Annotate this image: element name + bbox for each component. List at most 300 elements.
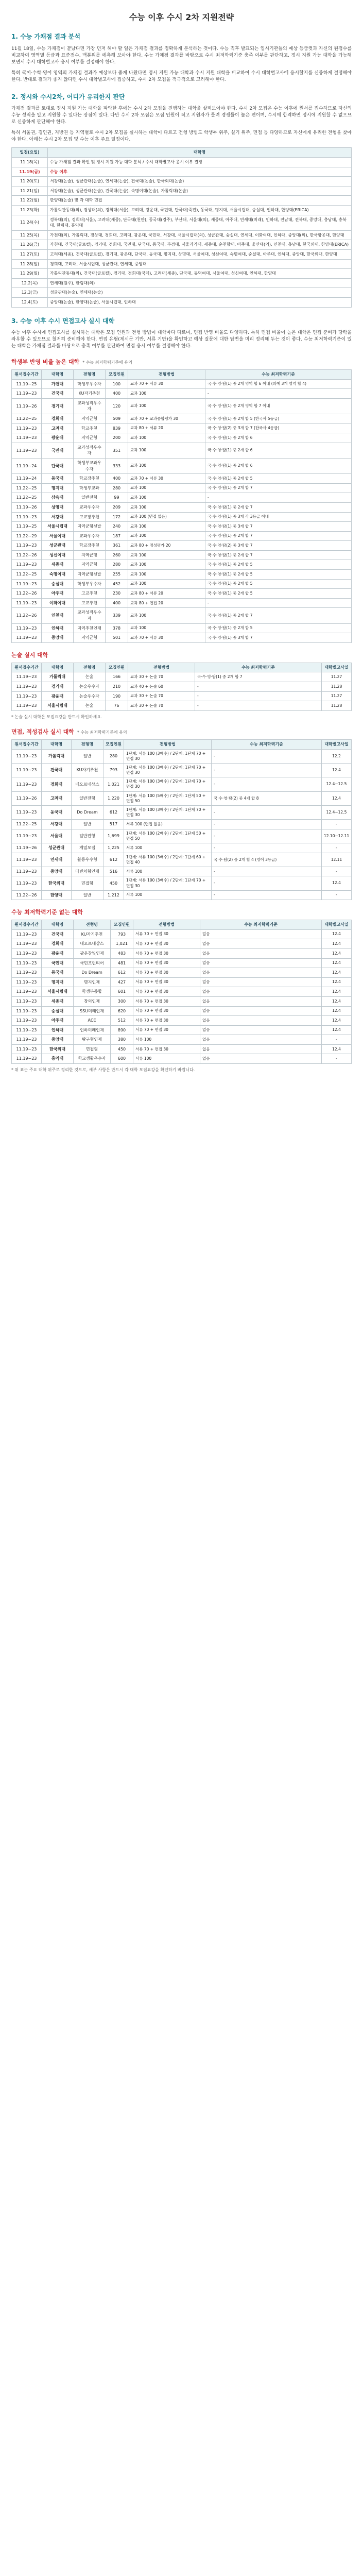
table-cell: 지역균형 bbox=[74, 414, 106, 423]
table-cell: 517 bbox=[103, 820, 124, 829]
table-cell: 400 bbox=[106, 389, 128, 399]
table-cell: 11.19~23 bbox=[12, 1016, 42, 1026]
table-row bbox=[12, 996, 352, 1006]
table-cell: 620 bbox=[111, 1006, 133, 1016]
column-header: 수능 최저학력기준 bbox=[212, 740, 322, 750]
table-cell: 11.19~23 bbox=[12, 829, 42, 843]
table-cell: 고려대 bbox=[42, 423, 74, 433]
table-cell: 280 bbox=[106, 483, 128, 493]
table-cell: 서류 70 + 면접 30 bbox=[133, 1006, 200, 1016]
schedule-row bbox=[12, 297, 352, 307]
table-cell: 교과 100 bbox=[128, 458, 205, 473]
column-header: 모집인원 bbox=[106, 370, 128, 380]
table-cell: 일반 bbox=[72, 749, 103, 763]
table-cell: 교과 100 bbox=[128, 483, 205, 493]
table-5-heading bbox=[11, 908, 352, 917]
table-cell: 국·수·탐(2) 중 2개 합 4 (영어 3등급) bbox=[212, 853, 322, 867]
table-cell: 서울대 bbox=[42, 829, 72, 843]
table-row bbox=[12, 589, 352, 599]
table-cell: 교과 100 (면접 없음) bbox=[128, 512, 205, 522]
table-cell: 서류 70 + 면접 30 bbox=[133, 987, 200, 997]
table-row bbox=[12, 805, 352, 819]
document-title: 수능 이후 수시 2차 지원전략 bbox=[129, 12, 234, 22]
table-cell: 11.19~23 bbox=[12, 560, 42, 570]
table-cell: 793 bbox=[103, 764, 124, 777]
table-cell: 경기대 bbox=[42, 682, 74, 691]
table-cell: 한국외대 bbox=[42, 1044, 74, 1054]
column-header: 대학명 bbox=[42, 663, 74, 672]
table-cell: 1단계: 서류 100 (3배수) / 2단계: 1단계 70 + 면접 30 bbox=[124, 876, 212, 890]
table-cell: 12.4 bbox=[322, 968, 352, 978]
table-cell: 국·수·영·탐(1) 중 2개 합 5 (한국사 5등급) bbox=[205, 414, 352, 423]
table-cell: 11.19~26 bbox=[12, 502, 42, 512]
schedule-row bbox=[12, 259, 352, 269]
table-row bbox=[12, 379, 352, 389]
table-cell: 연세대 bbox=[42, 853, 72, 867]
table-row bbox=[12, 608, 352, 623]
table-cell: 논술 bbox=[74, 672, 106, 682]
column-header: 전형방법 bbox=[128, 370, 205, 380]
column-header: 모집인원 bbox=[111, 920, 133, 930]
schedule-universities: 서강대(논술), 성균관대(논술), 연세대(논술), 건국대(논술), 한국외대(논술) bbox=[48, 177, 352, 187]
table-cell: 12.4 bbox=[322, 1016, 352, 1026]
table-cell: 동국대 bbox=[42, 805, 72, 819]
table-cell: 12.4 bbox=[322, 996, 352, 1006]
table-row bbox=[12, 541, 352, 551]
table-cell: 612 bbox=[103, 853, 124, 867]
table-cell: 국·수·영·탐(2) 중 4개 합 8 bbox=[212, 791, 322, 805]
schedule-row bbox=[12, 215, 352, 230]
table-cell: 학생부우수자 bbox=[74, 379, 106, 389]
table-cell: 국·수·영·탐(2) 중 3개 합 7 bbox=[205, 541, 352, 551]
table-row bbox=[12, 389, 352, 399]
table-cell: 1단계: 서류 100 (3배수) / 2단계: 1단계 70 + 면접 30 bbox=[124, 749, 212, 763]
table-cell: 국·수·영·탐(1) 중 3개 각 3등급 이내 bbox=[205, 512, 352, 522]
table-cell: 교과 100 bbox=[128, 522, 205, 532]
column-header: 전형명 bbox=[74, 920, 111, 930]
table-cell: 12.4 bbox=[322, 977, 352, 987]
table-cell: 1,212 bbox=[103, 890, 124, 900]
table-cell: 국·수·영·탐(1) 중 2개 합 6 bbox=[205, 443, 352, 458]
table-row bbox=[12, 968, 352, 978]
table-cell: 한양대 bbox=[42, 890, 72, 900]
table-row bbox=[12, 853, 352, 867]
section-2-paragraph-1: 가채점 결과를 토대로 정시 지원 가능 대학을 파악한 후에는 수시 2차 모집을 진행하는 대학을 살펴보아야 한다. 수시 2차 모집은 수능 이후에 원서를 접수하므로 자신의 수능 성적을 알고 지원할 수 있다는 장점이 있다. 다만 수시 2차 모집은 모집 인원이 적고 지원자가 몰려 경쟁률이 높은 편이며, 수시에 합격하면 정시에 지원할 수 없으므로 신중하게 판단해야 한다. bbox=[11, 106, 352, 125]
table-cell: 280 bbox=[106, 560, 128, 570]
table-row bbox=[12, 1025, 352, 1035]
table-cell: 한국외대 bbox=[42, 876, 72, 890]
table-cell: 건국대 bbox=[42, 929, 74, 939]
table-cell: 1단계: 서류 100 (5배수) / 2단계: 1단계 50 + 면접 50 bbox=[124, 791, 212, 805]
table-cell: 400 bbox=[106, 474, 128, 484]
table-cell: 11.19~23 bbox=[12, 853, 42, 867]
table-cell: 11.19~23 bbox=[12, 777, 42, 791]
table-cell: 12.4 bbox=[322, 939, 352, 949]
table-cell: 없음 bbox=[200, 939, 322, 949]
table-row bbox=[12, 691, 352, 701]
table-cell: 교과 100 bbox=[128, 608, 205, 623]
table-cell: 국·수·영·탐(1) 중 2개 합 7 bbox=[205, 550, 352, 560]
aptitude-table-head bbox=[12, 740, 352, 750]
table-cell: 없음 bbox=[200, 987, 322, 997]
table-cell: 1단계: 서류 100 (3배수) / 2단계: 1단계 70 + 면접 30 bbox=[124, 777, 212, 791]
table-row bbox=[12, 701, 352, 711]
header-row bbox=[12, 663, 352, 672]
table-cell: 483 bbox=[111, 948, 133, 958]
table-cell: 숭실대 bbox=[42, 1006, 74, 1016]
table-cell: 경희대 bbox=[42, 414, 74, 423]
schedule-date: 11.28(일) bbox=[12, 259, 48, 269]
schedule-universities: 수능 가채점 결과 확인 및 정시 지원 가능 대학 분석 / 수시 대학별고사 응시 여부 결정 bbox=[48, 158, 352, 167]
table-cell: 1단계: 서류 100 (3배수) / 2단계: 1단계 60 + 면접 40 bbox=[124, 853, 212, 867]
schedule-row bbox=[12, 240, 352, 250]
table-cell: 성신여대 bbox=[42, 550, 74, 560]
table-cell: 없음 bbox=[200, 1016, 322, 1026]
table-cell: 11.28 bbox=[322, 701, 352, 711]
table-cell: 국·수·영·탐(1) 중 2개 합 7 bbox=[205, 531, 352, 541]
table-cell: 11.19~23 bbox=[12, 433, 42, 443]
table-cell: 11.19~24 bbox=[12, 474, 42, 484]
essay-table bbox=[11, 663, 352, 711]
table-cell: 서류 70 + 면접 30 bbox=[133, 929, 200, 939]
schedule-date: 12.2(목) bbox=[12, 278, 48, 288]
aptitude-table-body bbox=[12, 749, 352, 900]
table-cell: 11.19~25 bbox=[12, 522, 42, 532]
table-row bbox=[12, 1044, 352, 1054]
table-4-note: * 수능 최저학력기준에 유의 bbox=[77, 730, 127, 735]
table-row bbox=[12, 570, 352, 580]
schedule-table-body bbox=[12, 158, 352, 308]
table-cell: 11.19~23 bbox=[12, 749, 42, 763]
table-cell: 없음 bbox=[200, 929, 322, 939]
table-cell: 11.19~25 bbox=[12, 379, 42, 389]
schedule-universities: 경희대, 고려대, 서울시립대, 성균관대, 연세대, 중앙대 bbox=[48, 259, 352, 269]
table-cell: 교과 100 bbox=[128, 389, 205, 399]
table-cell: 교과 70 + 서류 30 bbox=[128, 633, 205, 643]
table-cell: 1단계: 서류 100 (3배수) / 2단계: 1단계 70 + 면접 30 bbox=[124, 764, 212, 777]
schedule-universities: 서강대(논술), 성균관대(논술), 건국대(논술), 숙명여대(논술), 가톨릭대(논술) bbox=[48, 186, 352, 196]
table-cell: 361 bbox=[106, 541, 128, 551]
table-cell: 209 bbox=[106, 502, 128, 512]
table-cell: 서류 70 + 면접 30 bbox=[133, 1016, 200, 1026]
column-header: 전형명 bbox=[74, 663, 106, 672]
table-cell: 1,220 bbox=[103, 791, 124, 805]
table-cell: 12.4 bbox=[322, 987, 352, 997]
table-cell: 창의인재 bbox=[74, 996, 111, 1006]
table-cell: 학교장추천 bbox=[74, 474, 106, 484]
table-cell: 국·수·영·탐(1) 중 3개 합 7 bbox=[205, 522, 352, 532]
table-cell: 명지대 bbox=[42, 977, 74, 987]
table-cell: 교과성적우수자 bbox=[74, 398, 106, 414]
table-row bbox=[12, 977, 352, 987]
table-row bbox=[12, 531, 352, 541]
table-row bbox=[12, 1035, 352, 1045]
table-cell: 11.27 bbox=[322, 691, 352, 701]
table-cell: 서류 70 + 면접 30 bbox=[133, 1044, 200, 1054]
table-cell: 인하대 bbox=[42, 623, 74, 633]
table-cell: 12.4 bbox=[322, 1006, 352, 1016]
table-cell: 11.19~23 bbox=[12, 996, 42, 1006]
table-cell: 없음 bbox=[200, 1044, 322, 1054]
table-cell: 활동우수형 bbox=[72, 853, 103, 867]
table-cell: 11.19~23 bbox=[12, 987, 42, 997]
column-header: 대학명 bbox=[42, 920, 74, 930]
table-cell: 학생부교과 bbox=[74, 483, 106, 493]
table-cell: 11.19~23 bbox=[12, 876, 42, 890]
table-row bbox=[12, 633, 352, 643]
column-header: 모집인원 bbox=[103, 740, 124, 750]
table-3-footnote: * 논술 실시 대학은 모집요강을 반드시 확인하세요. bbox=[11, 714, 102, 719]
schedule-universities: 중앙대(논술), 한양대(논술), 서울시립대, 인하대 bbox=[48, 297, 352, 307]
table-cell: 11.19~23 bbox=[12, 682, 42, 691]
table-cell: 11.22~26 bbox=[12, 550, 42, 560]
table-cell: 국·수·영·탐(1) 중 2개 합 6 bbox=[205, 458, 352, 473]
table-cell: 서류 70 + 면접 30 bbox=[133, 996, 200, 1006]
column-header: 대학별고사일 bbox=[322, 663, 352, 672]
table-cell: 1단계: 서류 100 (3배수) / 2단계: 1단계 70 + 면접 30 bbox=[124, 805, 212, 819]
column-header: 대학명 bbox=[42, 740, 72, 750]
table-cell: 서울시립대 bbox=[42, 987, 74, 997]
table-row bbox=[12, 1054, 352, 1064]
table-cell: 교과 70 + 교과종합평가 30 bbox=[128, 414, 205, 423]
table-cell: 서류 100 bbox=[124, 890, 212, 900]
table-cell: 교과 80 + 서류 20 bbox=[128, 589, 205, 599]
schedule-date: 11.29(월) bbox=[12, 269, 48, 279]
table-cell: 세종대 bbox=[42, 560, 74, 570]
table-cell: 고려대 bbox=[42, 791, 72, 805]
schedule-date: 11.21(일) bbox=[12, 186, 48, 196]
table-cell: 230 bbox=[106, 589, 128, 599]
table-cell: 890 bbox=[111, 1025, 133, 1035]
table-cell: 없음 bbox=[200, 1025, 322, 1035]
schedule-date: 11.20(토) bbox=[12, 177, 48, 187]
table-cell: 교과 40 + 논술 60 bbox=[128, 682, 195, 691]
table-cell: 일반전형 bbox=[72, 829, 103, 843]
table-cell: 중앙대 bbox=[42, 1035, 74, 1045]
table-cell: 427 bbox=[111, 977, 133, 987]
table-cell: 11.19~23 bbox=[12, 968, 42, 978]
table-row bbox=[12, 777, 352, 791]
table-cell: 99 bbox=[106, 493, 128, 503]
table-cell: 11.19~23 bbox=[12, 423, 42, 433]
table-row bbox=[12, 522, 352, 532]
table-cell: 793 bbox=[111, 929, 133, 939]
schedule-date: 11.26(금) bbox=[12, 240, 48, 250]
table-cell: 삼육대 bbox=[42, 493, 74, 503]
table-cell: - bbox=[212, 876, 322, 890]
table-cell: 없음 bbox=[200, 968, 322, 978]
table-cell: 1단계: 서류 100 (2배수) / 2단계: 1단계 50 + 면접 50 bbox=[124, 829, 212, 843]
table-cell: 서류 100 bbox=[124, 843, 212, 853]
table-cell: 11.19~23 bbox=[12, 867, 42, 876]
table-cell: 12.4 bbox=[322, 1044, 352, 1054]
table-cell: 260 bbox=[106, 550, 128, 560]
table-cell: 601 bbox=[111, 987, 133, 997]
table-cell: 국·수·영·탐(1) 중 2개 합 7 bbox=[205, 483, 352, 493]
table-cell: 일반 bbox=[72, 890, 103, 900]
table-cell: - bbox=[212, 777, 322, 791]
table-cell: - bbox=[205, 598, 352, 608]
table-cell: 166 bbox=[106, 672, 128, 682]
table-cell: 학교추천 bbox=[74, 423, 106, 433]
table-cell: - bbox=[322, 843, 352, 853]
table-cell: 인천대 bbox=[42, 608, 74, 623]
table-cell: 서울시립대 bbox=[42, 701, 74, 711]
table-cell: KU자기추천 bbox=[72, 764, 103, 777]
table-cell: 지역균형 bbox=[74, 633, 106, 643]
table-cell: 홍익대 bbox=[42, 1054, 74, 1064]
table-5-footnote: * 위 표는 주요 대학 위주로 정리한 것으로, 세부 사항은 반드시 각 대학 모집요강을 확인하기 바랍니다. bbox=[11, 1067, 195, 1073]
table-cell: 지역추천인재 bbox=[74, 623, 106, 633]
table-cell: 12.4~12.5 bbox=[322, 805, 352, 819]
section-2-paragraph-2: 특히 서울권, 경인권, 지방권 등 지역별로 수시 2차 모집을 실시하는 대학이 다르고 전형 방법도 학생부 위주, 실기 위주, 면접 등 다양하므로 자신에게 유리한 전형을 찾아야 한다. 아래는 수시 2차 모집 및 수능 이후 주요 일정이다. bbox=[11, 130, 352, 143]
table-cell: 11.22~26 bbox=[12, 589, 42, 599]
schedule-row bbox=[12, 288, 352, 298]
table-cell: 11.19~26 bbox=[12, 791, 42, 805]
table-cell: 120 bbox=[106, 398, 128, 414]
table-cell: 국·수·영·탐(1) 중 2개 합 5 bbox=[205, 623, 352, 633]
table-cell: 고교추천 bbox=[74, 589, 106, 599]
table-cell: - bbox=[195, 682, 322, 691]
table-cell: 없음 bbox=[200, 948, 322, 958]
header-row bbox=[12, 920, 352, 930]
table-row bbox=[12, 791, 352, 805]
table-cell: 1,699 bbox=[103, 829, 124, 843]
table-cell: 광운대 bbox=[42, 691, 74, 701]
table-row bbox=[12, 820, 352, 829]
table-cell: 교과 80 + 서류 20 bbox=[128, 423, 205, 433]
table-cell: 국·수·영·탐(2) 중 3개 합 7 (한국사 4등급) bbox=[205, 423, 352, 433]
table-cell: 건국대 bbox=[42, 389, 74, 399]
table-2-heading bbox=[11, 358, 352, 366]
table-cell: 국·수·영·탐(1) 중 2개 합 7 bbox=[195, 672, 322, 682]
table-cell: 339 bbox=[106, 608, 128, 623]
table-cell: 중앙대 bbox=[42, 867, 72, 876]
table-cell: 서류 100 (면접 없음) bbox=[124, 820, 212, 829]
table-cell: 건국대 bbox=[42, 764, 72, 777]
table-row bbox=[12, 398, 352, 414]
table-cell: 국·수·영·탐(1) 중 2개 영역 합 6 이내 (의예 3개 영역 합 4) bbox=[205, 379, 352, 389]
table-cell: 국·수·영·탐(1) 중 2개 합 5 bbox=[205, 579, 352, 589]
table-cell: 11.22~29 bbox=[12, 531, 42, 541]
table-row bbox=[12, 672, 352, 682]
section-1-title: 1. 수능 가채점 결과 분석 bbox=[11, 33, 80, 41]
table-cell: 인하미래인재 bbox=[74, 1025, 111, 1035]
essay-table-head bbox=[12, 663, 352, 672]
table-row bbox=[12, 493, 352, 503]
table-cell: 11.22~25 bbox=[12, 483, 42, 493]
table-cell: 국민대 bbox=[42, 443, 74, 458]
table-2-note: * 수능 최저학력기준에 유의 bbox=[82, 360, 132, 365]
table-cell: 교과성적우수자 bbox=[74, 443, 106, 458]
table-cell: KU자기추천 bbox=[74, 929, 111, 939]
table-cell: 교과 100 bbox=[128, 579, 205, 589]
table-cell: 경희대 bbox=[42, 777, 72, 791]
table-cell: 학생부우수자 bbox=[74, 579, 106, 589]
table-cell: 190 bbox=[106, 691, 128, 701]
table-cell: 450 bbox=[111, 1044, 133, 1054]
table-cell: 세종대 bbox=[42, 996, 74, 1006]
table-cell: 600 bbox=[111, 1054, 133, 1064]
table-row bbox=[12, 890, 352, 900]
schedule-universities: 연세대(원주), 한림대(의) bbox=[48, 278, 352, 288]
table-row bbox=[12, 560, 352, 570]
table-cell: 501 bbox=[106, 633, 128, 643]
table-cell: 교과 100 bbox=[128, 398, 205, 414]
schedule-row bbox=[12, 177, 352, 187]
table-cell: 경기대 bbox=[42, 398, 74, 414]
table-cell: 11.19~23 bbox=[12, 948, 42, 958]
table-row bbox=[12, 512, 352, 522]
table-cell: 서류 100 bbox=[133, 1035, 200, 1045]
column-header: 전형방법 bbox=[128, 663, 195, 672]
table-cell: 교과성적우수자 bbox=[74, 608, 106, 623]
column-header: 수능 최저학력기준 bbox=[205, 370, 352, 380]
table-cell: 논술우수자 bbox=[74, 682, 106, 691]
table-cell: 서강대 bbox=[42, 820, 72, 829]
schedule-row bbox=[12, 278, 352, 288]
table-cell: 450 bbox=[103, 876, 124, 890]
column-header: 전형명 bbox=[74, 370, 106, 380]
table-cell: 없음 bbox=[200, 1006, 322, 1016]
table-cell: 11.19~23 bbox=[12, 701, 42, 711]
table-cell: SSU미래인재 bbox=[74, 1006, 111, 1016]
table-cell: 네오르네상스 bbox=[74, 939, 111, 949]
table-cell: 아주대 bbox=[42, 1016, 74, 1026]
schedule-universities: 가톨릭관동대(의), 건국대(글로컬), 경기대, 경희대(국제), 고려대(세종), 단국대, 동덕여대, 서울여대, 성신여대, 인하대, 한양대 bbox=[48, 269, 352, 279]
table-cell: 국민프런티어 bbox=[74, 958, 111, 968]
column-header: 대학별고사일 bbox=[322, 920, 352, 930]
table-cell: 상명대 bbox=[42, 502, 74, 512]
column-header: 전형명 bbox=[72, 740, 103, 750]
table-cell: 학교장추천 bbox=[74, 541, 106, 551]
table-cell: 교과 70 + 서류 30 bbox=[128, 379, 205, 389]
schedule-row bbox=[12, 249, 352, 259]
table-cell: 12.10~12.11 bbox=[322, 829, 352, 843]
table-cell: 지역균형 bbox=[74, 560, 106, 570]
table-row bbox=[12, 550, 352, 560]
schedule-row bbox=[12, 186, 352, 196]
table-cell: 계열모집 bbox=[72, 843, 103, 853]
table-cell: 839 bbox=[106, 423, 128, 433]
schedule-universities: 한양대(논술) 및 각 대학 면접 bbox=[48, 196, 352, 206]
table-cell: 광운대 bbox=[42, 948, 74, 958]
no-minimum-table-body bbox=[12, 929, 352, 1063]
table-cell: 11.19~23 bbox=[12, 1025, 42, 1035]
table-cell: 서류 70 + 면접 30 bbox=[133, 1025, 200, 1035]
table-cell: 351 bbox=[106, 443, 128, 458]
table-cell: 12.4 bbox=[322, 1025, 352, 1035]
table-cell: 가톨릭대 bbox=[42, 749, 72, 763]
table-cell: 중앙대 bbox=[42, 633, 74, 643]
table-cell: 없음 bbox=[200, 1054, 322, 1064]
table-cell: - bbox=[195, 701, 322, 711]
schedule-row bbox=[12, 167, 352, 177]
table-cell: 없음 bbox=[200, 958, 322, 968]
table-row bbox=[12, 433, 352, 443]
table-cell: 11.19~26 bbox=[12, 843, 42, 853]
table-cell: 187 bbox=[106, 531, 128, 541]
table-cell: 인하대 bbox=[42, 1025, 74, 1035]
table-cell: 512 bbox=[111, 1016, 133, 1026]
table-cell: 11.22~26 bbox=[12, 890, 42, 900]
table-cell: 1,225 bbox=[103, 843, 124, 853]
aptitude-table bbox=[11, 739, 352, 900]
no-minimum-table-head bbox=[12, 920, 352, 930]
table-cell: 교과 100 bbox=[128, 433, 205, 443]
schedule-universities: 수능 이후 bbox=[48, 167, 352, 177]
table-cell: 1,021 bbox=[111, 939, 133, 949]
